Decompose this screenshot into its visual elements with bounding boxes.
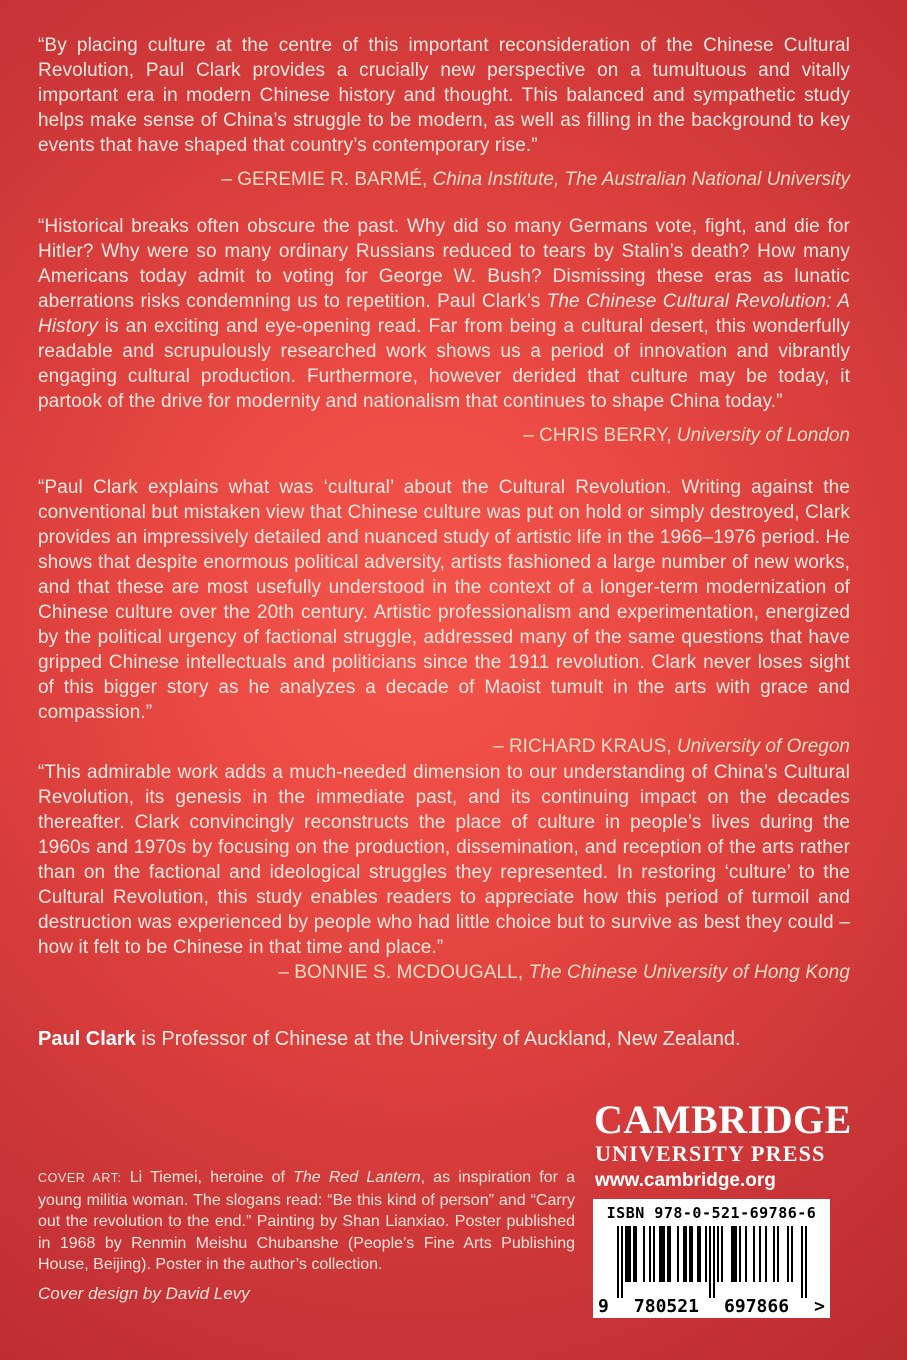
quote-attribution: – RICHARD KRAUS, University of Oregon (493, 736, 850, 757)
barcode-arrow: > (814, 1296, 825, 1317)
quote-text: “Historical breaks often obscure the past. Why did so many Germans vote, fight, and die for Hitler? Why were so many ordinary Russians reduced to tears by Stalin’s death? How many Americans today admit to voting for George W. Bush? Dismissing these eras as lunatic aberrations risks condemning us to repetition. Paul Clark’s The Chinese Cultural Revolution: A History is an exciting and eye-opening read. Far from being a cultural desert, this wonderfully readable and scrupulously researched work shows us a period of innovation and vibrantly engaging cultural production. Furthermore, however derided that culture may be today, it partook of the drive for modernity and nationalism that continues to shape China today.” (38, 216, 850, 412)
barcode-digit-group1: 780521 (633, 1296, 699, 1317)
quote-text: “Paul Clark explains what was ‘cultural’ about the Cultural Revolution. Writing against the conventional but mistaken view that Chinese culture was put on hold or simply destroyed, Clark provides an impressively detailed and nuanced study of artistic life in the 1966–1976 period. He shows that despite enormous political adversity, artists fashioned a large number of new works, and that these are most usefully understood in the context of a longer-term modernization of Chinese culture over the 20th century. Artistic professionalism and experimentation, energized by the political urgency of factional struggle, addressed many of the same questions that have gripped Chinese intellectuals and politicians since the 1911 revolution. Clark never loses sight of this bigger story as he analyzes a decade of Maoist tumult in the arts with grace and compassion.” (38, 477, 850, 723)
cover-design-credit: Cover design by David Levy (38, 1284, 250, 1303)
isbn-label: ISBN 978-0-521-69786-6 (606, 1204, 817, 1222)
barcode-bars (617, 1226, 807, 1298)
publisher-website: www.cambridge.org (595, 1170, 776, 1191)
barcode-digits (596, 1298, 827, 1316)
review-quote-block-1 (38, 33, 850, 192)
cambridge-wordmark: CAMBRIDGE (594, 1097, 852, 1142)
review-quote-block-2 (38, 214, 850, 448)
publisher-block (594, 1097, 852, 1192)
quote-text: “By placing culture at the centre of this important reconsideration of the Chinese Cultural Revolution, Paul Clark provides a crucially new perspective on a tumultuous and vitally important era in modern Chinese history and thought. This balanced and sympathetic study helps make sense of China’s struggle to be modern, as well as filling in the background to key events that have shaped that country’s contemporary rise.” (38, 35, 850, 156)
review-quote-block-3 (38, 475, 850, 759)
university-press-wordmark: UNIVERSITY PRESS (595, 1141, 826, 1166)
quote-attribution: – CHRIS BERRY, University of London (523, 425, 850, 446)
cover-art-note: COVER ART: Li Tiemei, heroine of The Red Lantern, as inspiration for a young militia woman. The slogans read: “Be this kind of person” and “Carry out the revolution to the end.” Painting by Shan Lianxiao. Poster published in 1968 by Renmin Meishu Chubanshe (People’s Fine Arts Publishing House, Beijing). Poster in the author’s collection. (38, 1169, 576, 1273)
quote-attribution: – GEREMIE R. BARMÉ, China Institute, The Australian National University (221, 169, 850, 190)
quote-text (38, 760, 850, 983)
review-quote-block-4 (38, 760, 850, 985)
quote-attribution: – BONNIE S. MCDOUGALL, The Chinese University of Hong Kong (278, 962, 850, 983)
isbn-barcode (593, 1199, 830, 1318)
barcode-digit-group2: 697866 (724, 1296, 790, 1317)
barcode-digit-lead: 9 (598, 1296, 609, 1317)
author-bio: Paul Clark is Professor of Chinese at the University of Auckland, New Zealand. (38, 1028, 741, 1050)
quote-text-segments: “This admirable work adds a much-needed dimension to our understanding of China’s Cultural Revolution, its genesis in the immediate past, and its continuing impact on the decades thereafter. Clark convincingly reconstructs the place of culture in people’s lives during the 1960s and 1970s by focusing on the production, dissemination, and reception of the arts rather than on the factional and ideological struggles they represented. In restoring ‘culture’ to the Cultural Revolution, this study enables readers to appreciate how this period of turmoil and destruction was experienced by people who had little choice but to survive as best they could – how it felt to be Chinese in that time and place.” (38, 762, 850, 958)
